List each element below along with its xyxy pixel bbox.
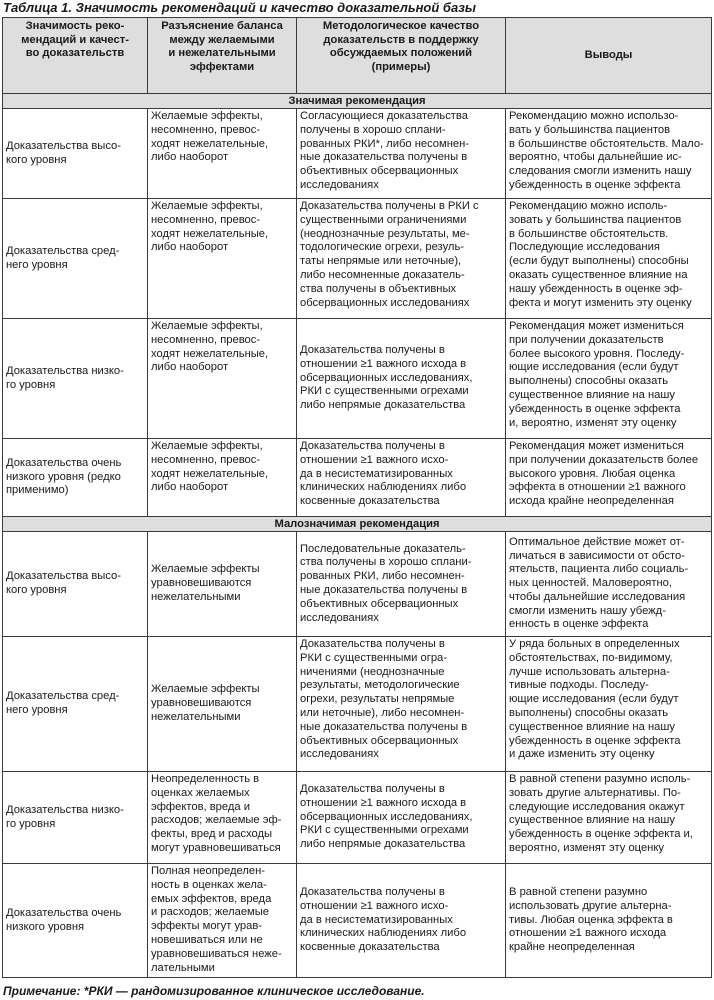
balance-cell: Желаемые эффекты уравновешиваются нежелательными xyxy=(148,532,297,637)
table-row xyxy=(3,864,712,978)
table-row xyxy=(3,109,712,199)
quality-cell: Доказательства получены в отношении ≥1 важного исхо- да в несистематизированных клинических наблюдениях либо косвенные доказательства xyxy=(297,439,506,517)
header-balance: Разъяснение баланса между желаемыми и нежелательными эффектами xyxy=(148,18,297,94)
evidence-level-cell: Доказательства сред- него уровня xyxy=(3,199,148,319)
evidence-level-cell: Доказательства высо- кого уровня xyxy=(3,109,148,199)
conclusion-cell: Оптимальное действие может от- личаться в зависимости от обсто- ятельств, пациента либо социаль- ных ценностей. Маловероятно, чтобы дальнейшие исследования смогли изменить нашу убежд- енность в оценке эффекта xyxy=(506,532,712,637)
conclusion-cell: Рекомендация может измениться при получении доказательств более высокого уровня. Последу- ющие исследования (если будут выполнены) способны оказать существенное влияние на нашу убежденность в оценке эффекта и, вероятно, изменят эту оценку xyxy=(506,319,712,439)
conclusion-cell: Рекомендацию можно использо- вать у большинства пациентов в большинстве обстоятельств. Мало- вероятно, чтобы дальнейшие ис- следования смогли изменить нашу убежденность в оценке эффекта xyxy=(506,109,712,199)
quality-cell: Доказательства получены в отношении ≥1 важного исхода в обсервационных исследованиях, РКИ с существенными огрехами либо непрямые доказательства xyxy=(297,319,506,439)
section-title-weak: Малозначимая рекомендация xyxy=(3,517,712,532)
section-row-weak xyxy=(3,517,712,532)
table-row xyxy=(3,772,712,864)
quality-cell: Доказательства получены в РКИ с существенными огра- ничениями (неоднозначные результаты, методологические огрехи, результаты непрямые или неточные), либо несомнен- ные доказательства получены в объективных обсервационных исследованиях xyxy=(297,637,506,772)
balance-cell: Желаемые эффекты, несомненно, превос- ходят нежелательные, либо наоборот xyxy=(148,319,297,439)
table-row xyxy=(3,319,712,439)
quality-cell: Согласующиеся доказательства получены в хорошо сплани- рованных РКИ*, либо несомнен- ные доказательства получены в объективных обсервационных исследованиях xyxy=(297,109,506,199)
evidence-level-cell: Доказательства низко- го уровня xyxy=(3,319,148,439)
balance-cell: Полная неопределен- ность в оценках жела- емых эффектов, вреда и расходов; желаемые эффекты могут урав- новешиваться или не уравновешиваться неже- лательными xyxy=(148,864,297,978)
evidence-level-cell: Доказательства высо- кого уровня xyxy=(3,532,148,637)
footnote: Примечание: *РКИ — рандомизированное клиническое исследование. xyxy=(3,984,425,998)
table-row xyxy=(3,637,712,772)
section-title-strong: Значимая рекомендация xyxy=(3,94,712,109)
section-row-strong xyxy=(3,94,712,109)
quality-cell: Последовательные доказатель- ства получены в хорошо сплани- рованных РКИ, либо несомнен- ные доказательства получены в объективных обсервационных исследованиях xyxy=(297,532,506,637)
quality-cell: Доказательства получены в отношении ≥1 важного исхода в обсервационных исследованиях, РКИ с существенными огрехами либо непрямые доказательства xyxy=(297,772,506,864)
balance-cell: Желаемые эффекты, несомненно, превос- ходят нежелательные, либо наоборот xyxy=(148,439,297,517)
balance-cell: Желаемые эффекты уравновешиваются нежелательными xyxy=(148,637,297,772)
balance-cell: Желаемые эффекты, несомненно, превос- ходят нежелательные, либо наоборот xyxy=(148,109,297,199)
conclusion-cell: В равной степени разумно использовать другие альтерна- тивы. Любая оценка эффекта в отношении ≥1 важного исхода крайне неопределенная xyxy=(506,864,712,978)
table-row xyxy=(3,439,712,517)
header-quality: Методологическое качество доказательств в поддержку обсуждаемых положений (примеры) xyxy=(297,18,506,94)
balance-cell: Желаемые эффекты, несомненно, превос- ходят нежелательные, либо наоборот xyxy=(148,199,297,319)
table-row xyxy=(3,199,712,319)
balance-cell: Неопределенность в оценках желаемых эффектов, вреда и расходов; желаемые эф- фекты, вред и расходы могут уравновешиваться xyxy=(148,772,297,864)
evidence-level-cell: Доказательства очень низкого уровня xyxy=(3,864,148,978)
quality-cell: Доказательства получены в РКИ с существенными ограничениями (неоднозначные результаты, ме- тодологические огрехи, резуль- таты непрямые или неточные), либо несомненные доказатель- ства получены в объективных обсервационных исследованиях xyxy=(297,199,506,319)
recommendations-table xyxy=(2,17,712,978)
header-significance: Значимость реко- мендаций и качест- во доказательств xyxy=(3,18,148,94)
quality-cell: Доказательства получены в отношении ≥1 важного исхо- да в несистематизированных клинических наблюдениях либо косвенные доказательства xyxy=(297,864,506,978)
header-row xyxy=(3,18,712,94)
header-conclusions: Выводы xyxy=(506,18,712,94)
conclusion-cell: Рекомендацию можно исполь- зовать у большинства пациентов в большинстве обстоятельств. Последующие исследования (если будут выполнены) способны оказать существенное влияние на нашу убежденность в оценке эф- фекта и могут изменить эту оценку xyxy=(506,199,712,319)
evidence-level-cell: Доказательства сред- него уровня xyxy=(3,637,148,772)
table-title: Таблица 1. Значимость рекомендаций и качество доказательной базы xyxy=(3,0,476,15)
evidence-level-cell: Доказательства низко- го уровня xyxy=(3,772,148,864)
conclusion-cell: Рекомендация может измениться при получении доказательств более высокого уровня. Любая оценка эффекта в отношении ≥1 важного исхода крайне неопределенная xyxy=(506,439,712,517)
evidence-level-cell: Доказательства очень низкого уровня (редко применимо) xyxy=(3,439,148,517)
table-row xyxy=(3,532,712,637)
conclusion-cell: В равной степени разумно исполь- зовать другие альтернативы. По- следующие исследования окажут существенное влияние на нашу убежденность в оценке эффекта и, вероятно, изменят эту оценку xyxy=(506,772,712,864)
conclusion-cell: У ряда больных в определенных обстоятельствах, по-видимому, лучше использовать альтерна- тивные подходы. Последу- ющие исследования (если будут выполнены) способны оказать существенное влияние на нашу убежденность в оценке эффекта и даже изменить эту оценку xyxy=(506,637,712,772)
